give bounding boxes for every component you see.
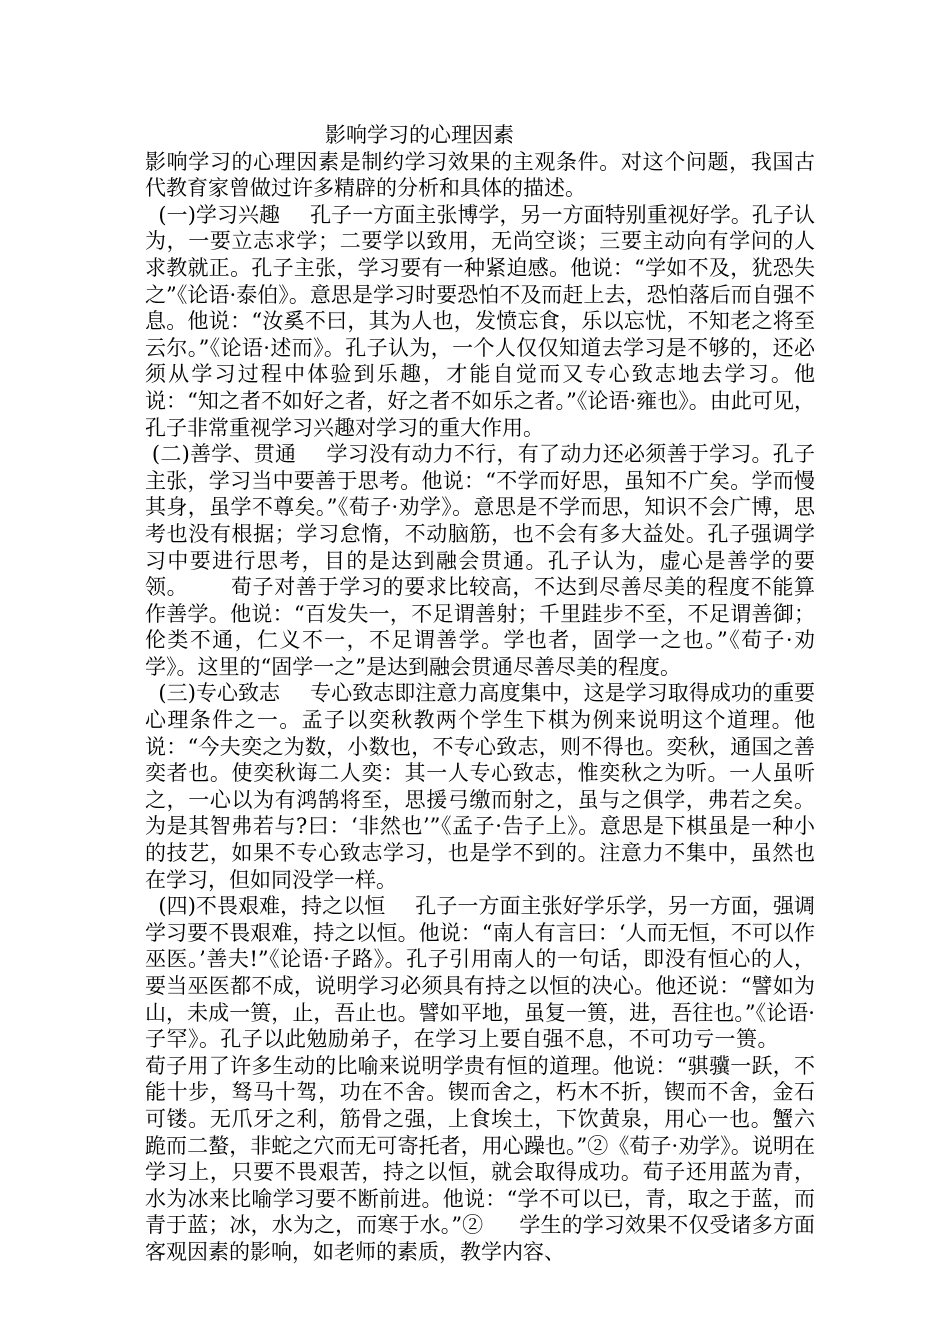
section-text: 专心致志即注意力高度集中，这是学习取得成功的重要心理条件之一。孟子以奕秋教两个学生下棋为例来说明这个道理。他说：“今夫奕之为数，小数也，不专心致志，则不得也。奕秋，通国之善奕者也。使奕秋诲二人奕：其一人专心致志，惟奕秋之为听。一人虽听之，一心以为有鸿鹄将至，思援弓缴而射之，虽与之俱学，弗若之矣。为是其智弗若与?曰：‘非然也’”《孟子·告子上》。意思是下棋虽是一种小的技艺，如果不专心致志学习，也是学不到的。注意力不集中，虽然也在学习，但如同没学一样。 [145, 681, 815, 892]
section-good-learning [145, 441, 815, 680]
document-page [145, 122, 815, 1266]
section-concentration [145, 680, 815, 893]
section-text-continued: 荀子对善于学习的要求比较高，不达到尽善尽美的程度不能算作善学。他说：“百发失一，不足谓善射；千里跬步不至，不足谓善御；伦类不通，仁义不一，不足谓善学。学也者，固学一之也。”《荀子·劝学》。这里的“固学一之”是达到融会贯通尽善尽美的程度。 [145, 575, 815, 679]
section-text: 孔子一方面主张博学，另一方面特别重视好学。孔子认为，一要立志求学；二要学以致用，无尚空谈；三要主动向有学问的人求教就正。孔子主张，学习要有一种紧迫感。他说：“学如不及，犹恐失之”《论语·泰伯》。意思是学习时要恐怕不及而赶上去，恐怕落后而自强不息。他说：“汝奚不曰，其为人也，发愤忘食，乐以忘忧，不知老之将至云尔。”《论语·述而》。孔子认为，一个人仅仅知道去学习是不够的，还必须从学习过程中体验到乐趣，才能自觉而又专心致志地去学习。他说：“知之者不如好之者，好之者不如乐之者。”《论语·雍也》。由此可见，孔子非常重视学习兴趣对学习的重大作用。 [145, 202, 815, 440]
intro-paragraph: 影响学习的心理因素是制约学习效果的主观条件。对这个问题，我国古代教育家曾做过许多精辟的分析和具体的描述。 [145, 149, 815, 201]
section-heading: (四)不畏艰难，持之以恒 [145, 894, 386, 919]
section-text: 孔子一方面主张好学乐学，另一方面，强调学习要不畏艰难，持之以恒。他说：“南人有言曰：‘人而无恒，不可以作巫医。’善夫!”《论语·子路》。孔子引用南人的一句话，即没有恒心的人，要当巫医都不成，说明学习必须具有持之以恒的决心。他还说：“譬如为山，未成一篑，止，吾止也。譬如平地，虽复一篑，进，吾往也。”《论语·子罕》。孔子以此勉励弟子，在学习上要自强不息，不可功亏一篑。 [145, 894, 815, 1052]
section-text-continued: 荀子用了许多生动的比喻来说明学贵有恒的道理。他说：“骐骥一跃，不能十步，驽马十驾，功在不舍。锲而舍之，朽木不折，锲而不舍，金石可镂。无爪牙之利，筋骨之强，上食埃土，下饮黄泉，用心一也。蟹六跪而二螯，非蛇之穴而无可寄托者，用心躁也。”②《荀子·劝学》。说明在学习上，只要不畏艰苦，持之以恒，就会取得成功。荀子还用蓝为青，水为冰来比喻学习要不断前进。他说：“学不可以已，青，取之于蓝，而青于蓝；冰，水为之，而寒于水。”② [145, 1053, 815, 1238]
section-heading: (二)善学、贯通 [145, 442, 297, 467]
section-perseverance [145, 893, 815, 1265]
section-text: 学习没有动力不行，有了动力还必须善于学习。孔子主张，学习当中要善于思考。他说：“不学而好思，虽知不广矣。学而慢其身，虽学不尊矣。”《荀子·劝学》。意思是不学而思，知识不会广博，思考也没有根据；学习怠惰，不动脑筋，也不会有多大益处。孔子强调学习中要进行思考，目的是达到融会贯通。孔子认为，虚心是善学的要领。 [145, 442, 815, 600]
section-interest [145, 202, 815, 441]
document-title: 影响学习的心理因素 [325, 123, 514, 147]
section-heading: (三)专心致志 [145, 681, 281, 706]
section-heading: (一)学习兴趣 [145, 202, 281, 227]
section-text-trailing: 学生的学习效果不仅受诸多方面客观因素的影响，如老师的素质，教学内容、 [145, 1213, 816, 1264]
